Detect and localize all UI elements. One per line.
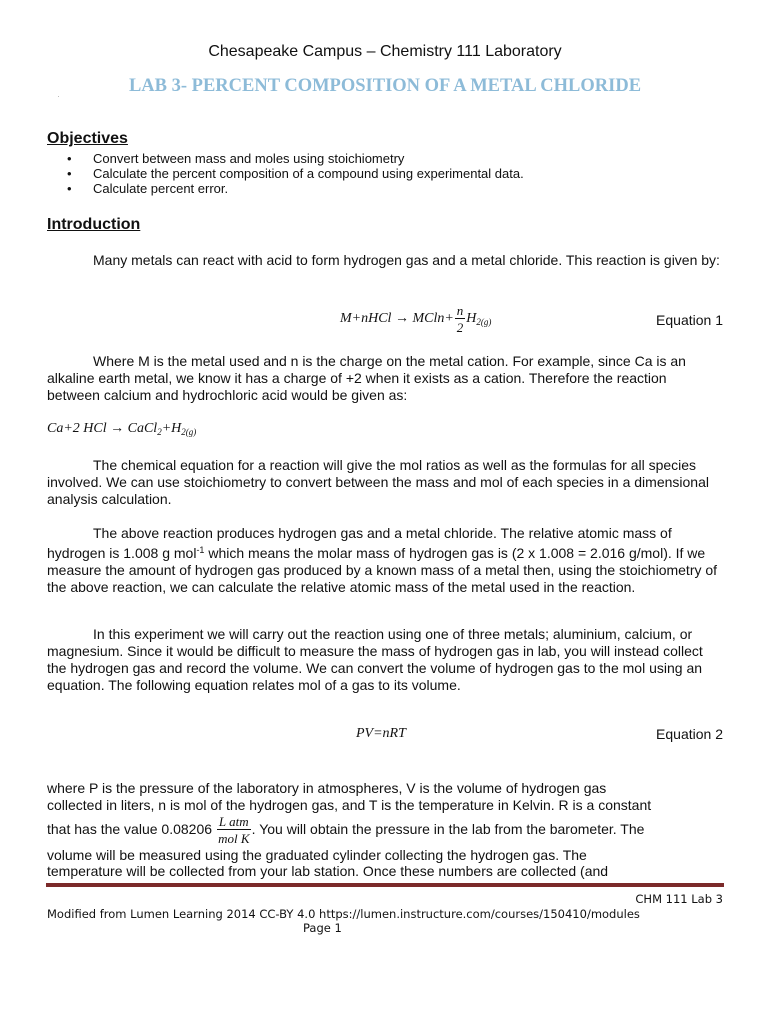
gas-constant-text: that has the value 0.08206 (47, 821, 213, 837)
objective-item: • Convert between mass and moles using stoichiometry (47, 151, 727, 166)
intro-paragraph-3-text: The chemical equation for a reaction will give the mol ratios as well as the formulas for all species involved. We can use stoichiometry to convert between the mass and mol of each species in a dimensional analysis calculation. (47, 457, 709, 507)
objective-item: • Calculate the percent composition of a compound using experimental data. (47, 166, 727, 181)
intro-paragraph-4-superscript: -1 (196, 545, 205, 555)
footer-course: CHM 111 Lab 3 (635, 892, 723, 906)
intro-paragraph-2-text: Where M is the metal used and n is the charge on the metal cation. For example, since Ca is an alkaline earth metal, we know it has a charge of +2 when it exists as a cation. Therefore the reaction between calcium and hydrochloric acid would be given as: (47, 353, 686, 403)
equation-1-subscript: 2(g) (476, 317, 492, 328)
objectives-list (47, 151, 727, 196)
equation-2-label: Equation 2 (656, 726, 723, 742)
equation-1-fraction (455, 304, 466, 334)
intro-paragraph-6-line-2: collected in liters, n is mol of the hydrogen gas, and T is the temperature in Kelvin. R is a constant (47, 797, 652, 813)
calcium-equation-part-b: +H (161, 421, 182, 436)
footer-page-number: Page 1 (303, 921, 342, 935)
intro-paragraph-5 (47, 626, 723, 694)
equation-2: PV=nRT (356, 726, 406, 741)
intro-paragraph-4 (47, 525, 723, 596)
intro-paragraph-3 (47, 457, 723, 508)
objective-item: • Calculate percent error. (47, 181, 727, 196)
gas-constant-units (217, 815, 251, 845)
campus-header: Chesapeake Campus – Chemistry 111 Laboratory (208, 43, 562, 60)
intro-paragraph-6-line-4: volume will be measured using the graduated cylinder collecting the hydrogen gas. The (47, 847, 587, 863)
intro-paragraph-1 (47, 252, 723, 269)
calcium-equation-subscript-a: 2 (157, 427, 162, 437)
intro-paragraph-1-text: Many metals can react with acid to form hydrogen gas and a metal chloride. This reaction is given by: (93, 252, 720, 268)
stray-mark (58, 96, 59, 97)
intro-paragraph-4-text-a: The above reaction produces hydrogen gas and a metal chloride. The relative atomic mass of hydrogen is 1.008 g mol (47, 525, 672, 561)
equation-1 (340, 304, 491, 334)
intro-paragraph-4-text-b: which means the molar mass of hydrogen gas is (2 x 1.008 = 2.016 g/mol). If we measure the amount of hydrogen gas produced by a known mass of a metal then, using the stoichiometry of the above reaction, we can calculate the relative atomic mass of the metal used in the reaction. (47, 545, 718, 595)
fraction-numerator: n (456, 303, 464, 318)
intro-paragraph-2 (47, 353, 723, 404)
calcium-equation (47, 421, 196, 437)
equation-1-lhs: M+nHCl → MCln+ (340, 311, 454, 327)
gas-constant-denominator: mol K (218, 831, 250, 847)
calcium-equation-subscript-b: 2(g) (181, 427, 197, 437)
gas-constant-text-after: . You will obtain the pressure in the lab from the barometer. The (251, 821, 645, 837)
intro-paragraph-6-line-3 (47, 813, 723, 845)
fraction-denominator: 2 (456, 320, 464, 335)
equation-1-species: H (466, 311, 477, 327)
equation-1-label: Equation 1 (656, 312, 723, 328)
footer-divider (46, 883, 724, 887)
calcium-equation-part-a: Ca+2 HCl → CaCl (47, 421, 158, 436)
intro-paragraph-5-text: In this experiment we will carry out the reaction using one of three metals; aluminium, calcium, or magnesium. Since it would be difficult to measure the mass of hydrogen gas in lab, you will instead collect the hydrogen gas and record the volume. We can convert the volume of hydrogen gas to the mol using an equation. The following equation relates mol of a gas to its volume. (47, 626, 703, 693)
lab-title: LAB 3- PERCENT COMPOSITION OF A METAL CHLORIDE (128, 76, 642, 96)
gas-constant-numerator: L atm (218, 814, 249, 830)
intro-paragraph-6-line-5: temperature will be collected from your lab station. Once these numbers are collected (and (47, 863, 609, 879)
objectives-heading: Objectives (47, 130, 128, 147)
introduction-heading: Introduction (47, 216, 141, 233)
intro-paragraph-6-line-1: where P is the pressure of the laboratory in atmospheres, V is the volume of hydrogen gas (47, 780, 607, 796)
footer-credit: Modified from Lumen Learning 2014 CC-BY 4.0 https://lumen.instructure.com/courses/150410/modules (47, 907, 640, 921)
